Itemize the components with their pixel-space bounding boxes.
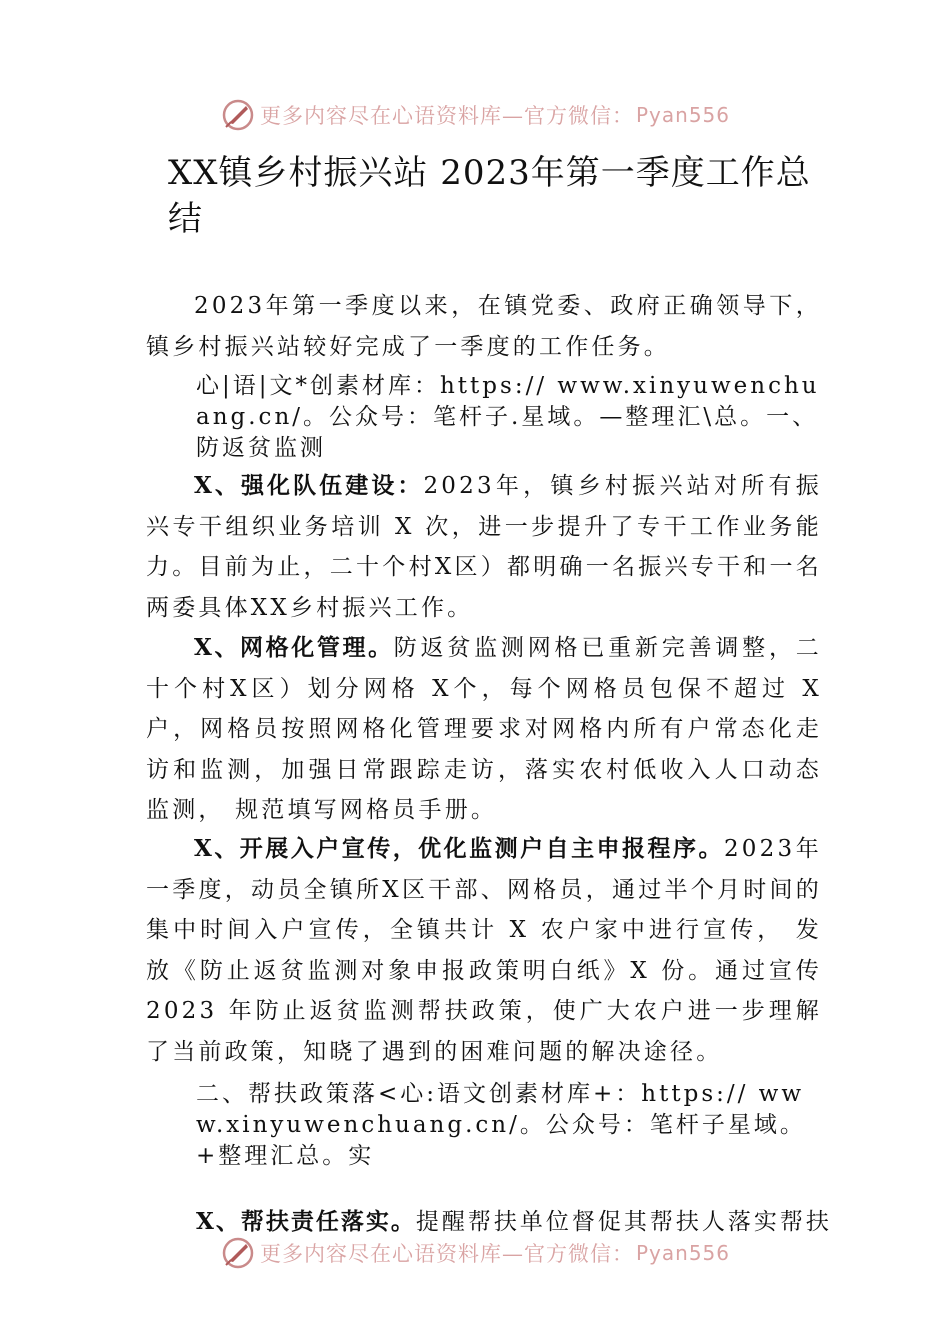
paragraph-heading: X、帮扶责任落实。 bbox=[196, 1208, 416, 1235]
watermark-text: 更多内容尽在心语资料库—官方微信： bbox=[259, 104, 634, 128]
paragraph-heading: X、开展入户宣传，优化监测户自主申报程序。 bbox=[194, 835, 724, 862]
paragraph-team-building bbox=[146, 466, 822, 628]
quill-logo-icon bbox=[220, 97, 256, 133]
paragraph-body: 防返贫监测网格已重新完善调整，二十个村X区）划分网格 X个，每个网格员包保不超过 X户，网格员按照网格化管理要求对网格内所有户常态化走访和监测，加强日常跟踪走访，落实农村低收入人口动态监测， 规范填写网格员手册。 bbox=[146, 635, 822, 823]
paragraph-body: 2023年一季度，动员全镇所X区干部、网格员，通过半个月时间的集中时间入户宣传，全镇共计 X 农户家中进行宣传， 发放《防止返贫监测对象申报政策明白纸》X 份。通过宣传2023 年防止返贫监测帮扶政策，使广大农户进一步理解了当前政策，知晓了遇到的困难问题的解决途径。 bbox=[146, 836, 822, 1065]
paragraph-heading: X、强化队伍建设： bbox=[194, 472, 424, 499]
intro-paragraph: 2023年第一季度以来，在镇党委、政府正确领导下，镇乡村振兴站较好完成了一季度的工作任务。 bbox=[146, 293, 822, 360]
inserted-note-1: 心|语|文*创素材库：https:// www.xinyuwenchuang.cn/。公众号：笔杆子.星域。—整理汇\总。一、防返贫监测 bbox=[196, 373, 820, 461]
watermark-banner-bottom bbox=[0, 1233, 950, 1273]
paragraph-heading: X、网格化管理。 bbox=[194, 634, 394, 661]
paragraph-body: 2023年，镇乡村振兴站对所有振兴专干组织业务培训 X 次，进一步提升了专干工作业务能力。目前为止，二十个村X区）都明确一名振兴专干和一名两委具体XX乡村振兴工作。 bbox=[146, 473, 822, 621]
watermark-banner-top bbox=[0, 95, 950, 135]
document-title: XX镇乡村振兴站 2023年第一季度工作总结 bbox=[168, 153, 811, 239]
paragraph-publicity bbox=[146, 829, 822, 1072]
inserted-note-2: 二、帮扶政策落<心:语文创素材库+：https:// www.xinyuwenchuang.cn/。公众号：笔杆子星域。+整理汇总。实 bbox=[196, 1081, 806, 1169]
watermark-wechat-id: Pyan556 bbox=[635, 103, 730, 127]
watermark-text: 更多内容尽在心语资料库—官方微信： bbox=[259, 1242, 634, 1266]
watermark-wechat-id: Pyan556 bbox=[635, 1241, 730, 1265]
quill-logo-icon bbox=[220, 1235, 256, 1271]
paragraph-grid-management bbox=[146, 628, 822, 831]
paragraph-body: 提醒帮扶单位督促其帮扶人落实帮扶 bbox=[415, 1209, 832, 1235]
